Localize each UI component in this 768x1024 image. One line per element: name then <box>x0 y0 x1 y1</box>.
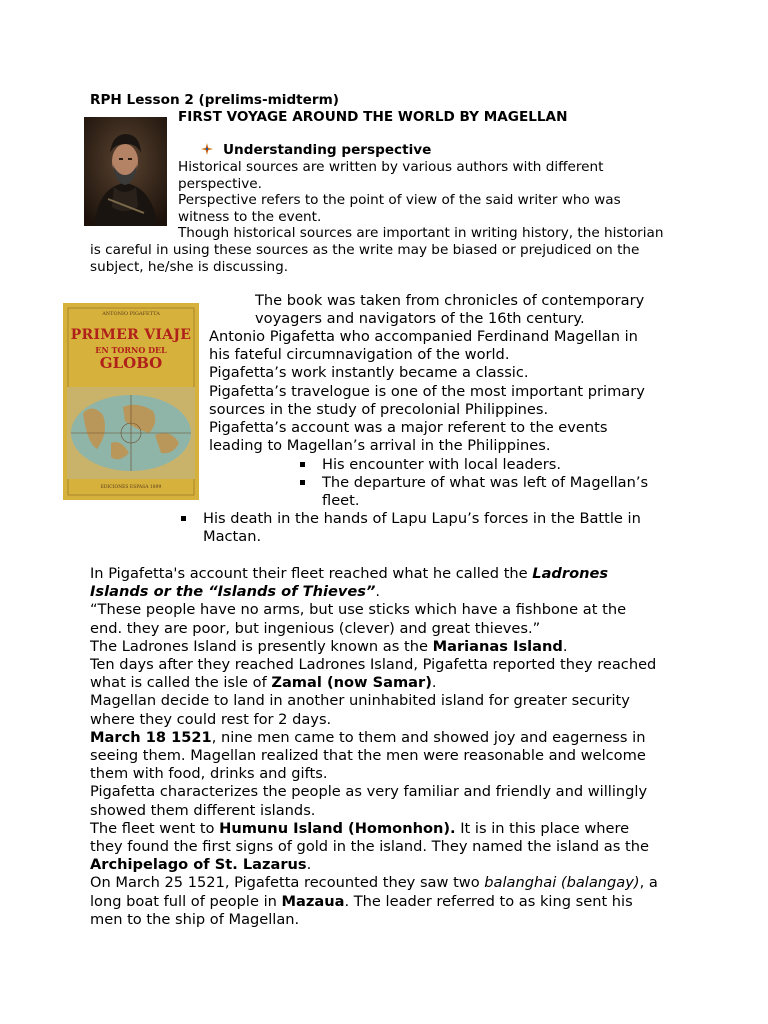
magellan-landing-paragraph: Magellan decide to land in another uninhabited island for greater security <box>90 692 630 710</box>
square-bullet-icon <box>181 516 186 521</box>
quote-line: “These people have no arms, but use sticks which have a fishbone at the <box>90 601 627 619</box>
march-25-paragraph: On March 25 1521, Pigafetta recounted they saw two balanghai (balangay), a <box>90 874 658 892</box>
section-heading: Understanding perspective <box>201 142 431 159</box>
list-item: The departure of what was left of Magellan’s fleet. <box>300 474 700 510</box>
march-18-paragraph: March 18 1521, nine men came to them and showed joy and eagerness in <box>90 728 646 746</box>
compass-bullet-icon <box>201 143 213 155</box>
square-bullet-icon <box>300 480 305 485</box>
list-item: His encounter with local leaders. <box>300 456 700 474</box>
book-publisher: EDICIONES ESPASA 1899 <box>100 485 162 490</box>
characterization-paragraph: Pigafetta characterizes the people as very familiar and friendly and willingly <box>90 783 648 801</box>
quote-line: end. they are poor, but ingenious (clever) and great thieves.” <box>90 619 541 637</box>
samar-paragraph: Ten days after they reached Ladrones Island, Pigafetta reported they reached <box>90 656 657 674</box>
magellan-portrait-image <box>84 117 167 226</box>
square-bullet-icon <box>300 462 305 467</box>
book-title-line-2: EN TORNO DEL <box>95 345 167 355</box>
account-body: In Pigafetta's account their fleet reached what he called the Ladrones Islands or the “Islands of Thieves”. “These people have no arms, but use sticks which have a fishbone at the end. they are poor, but ingenious (clever) and great thieves.” The Ladrones Island is presently known as the Marianas Island. Ten days after they reached Ladrones Island, Pigafetta reported they reached what is called the isle of Zamal (now Samar). Magellan decide to land in another uninhabited island for greater security where they could rest for 2 days. March 18 1521, nine men came to them and showed joy and eagerness in seeing them. Magellan realized that the men were reasonable and welcome them with food, drinks and gifts. Pigafetta characterizes the people as very familiar and friendly and willingly showed them different islands. The fleet went to Humunu Island (Homonhon). It is in this place where they found the first signs of gold in the island. They named the island as the Archipelago of St. Lazarus. On March 25 1521, Pigafetta recounted they saw two balanghai (balangay), a long boat full of people in Mazaua. The leader referred to as king sent his men to the ship of Magellan. <box>90 565 710 929</box>
book-cover-image <box>63 303 199 500</box>
book-title-line-1: PRIMER VIAJE <box>70 327 192 343</box>
pigafetta-paragraph: Antonio Pigafetta who accompanied Ferdinand Magellan in his fateful circumnavigation of the world. Pigafetta’s work instantly became a classic. Pigafetta’s travelogue is one of the most important primary sources in the study of precolonial Philippines. Pigafetta’s account was a major referent to the events leading to Magellan’s arrival in the Philippines. <box>209 328 645 455</box>
book-intro-paragraph: The book was taken from chronicles of contemporary voyagers and navigators of the 16th century. <box>255 292 645 328</box>
list-item: His death in the hands of Lapu Lapu’s forces in the Battle in Mactan. <box>181 510 701 546</box>
ladrones-paragraph: In Pigafetta's account their fleet reached what he called the Ladrones <box>90 565 609 582</box>
book-author: ANTONIO PIGAFETTA <box>102 311 160 317</box>
marianas-paragraph: The Ladrones Island is presently known as the Marianas Island. <box>90 637 568 655</box>
homonhon-paragraph: The fleet went to Humunu Island (Homonhon). It is in this place where <box>90 819 630 837</box>
perspective-paragraph: Historical sources are written by various authors with different perspective. Perspective refers to the point of view of the said writer who was witness to the event. Though historical sources are important in writing history, the historian <box>178 159 664 241</box>
lesson-label: RPH Lesson 2 (prelims-midterm) <box>90 92 339 108</box>
perspective-paragraph-cont: is careful in using these sources as the write may be biased or prejudiced on the subject, he/she is discussing. <box>90 242 640 275</box>
document-title: FIRST VOYAGE AROUND THE WORLD BY MAGELLAN <box>178 109 568 125</box>
book-title-line-3: GLOBO <box>99 354 163 372</box>
